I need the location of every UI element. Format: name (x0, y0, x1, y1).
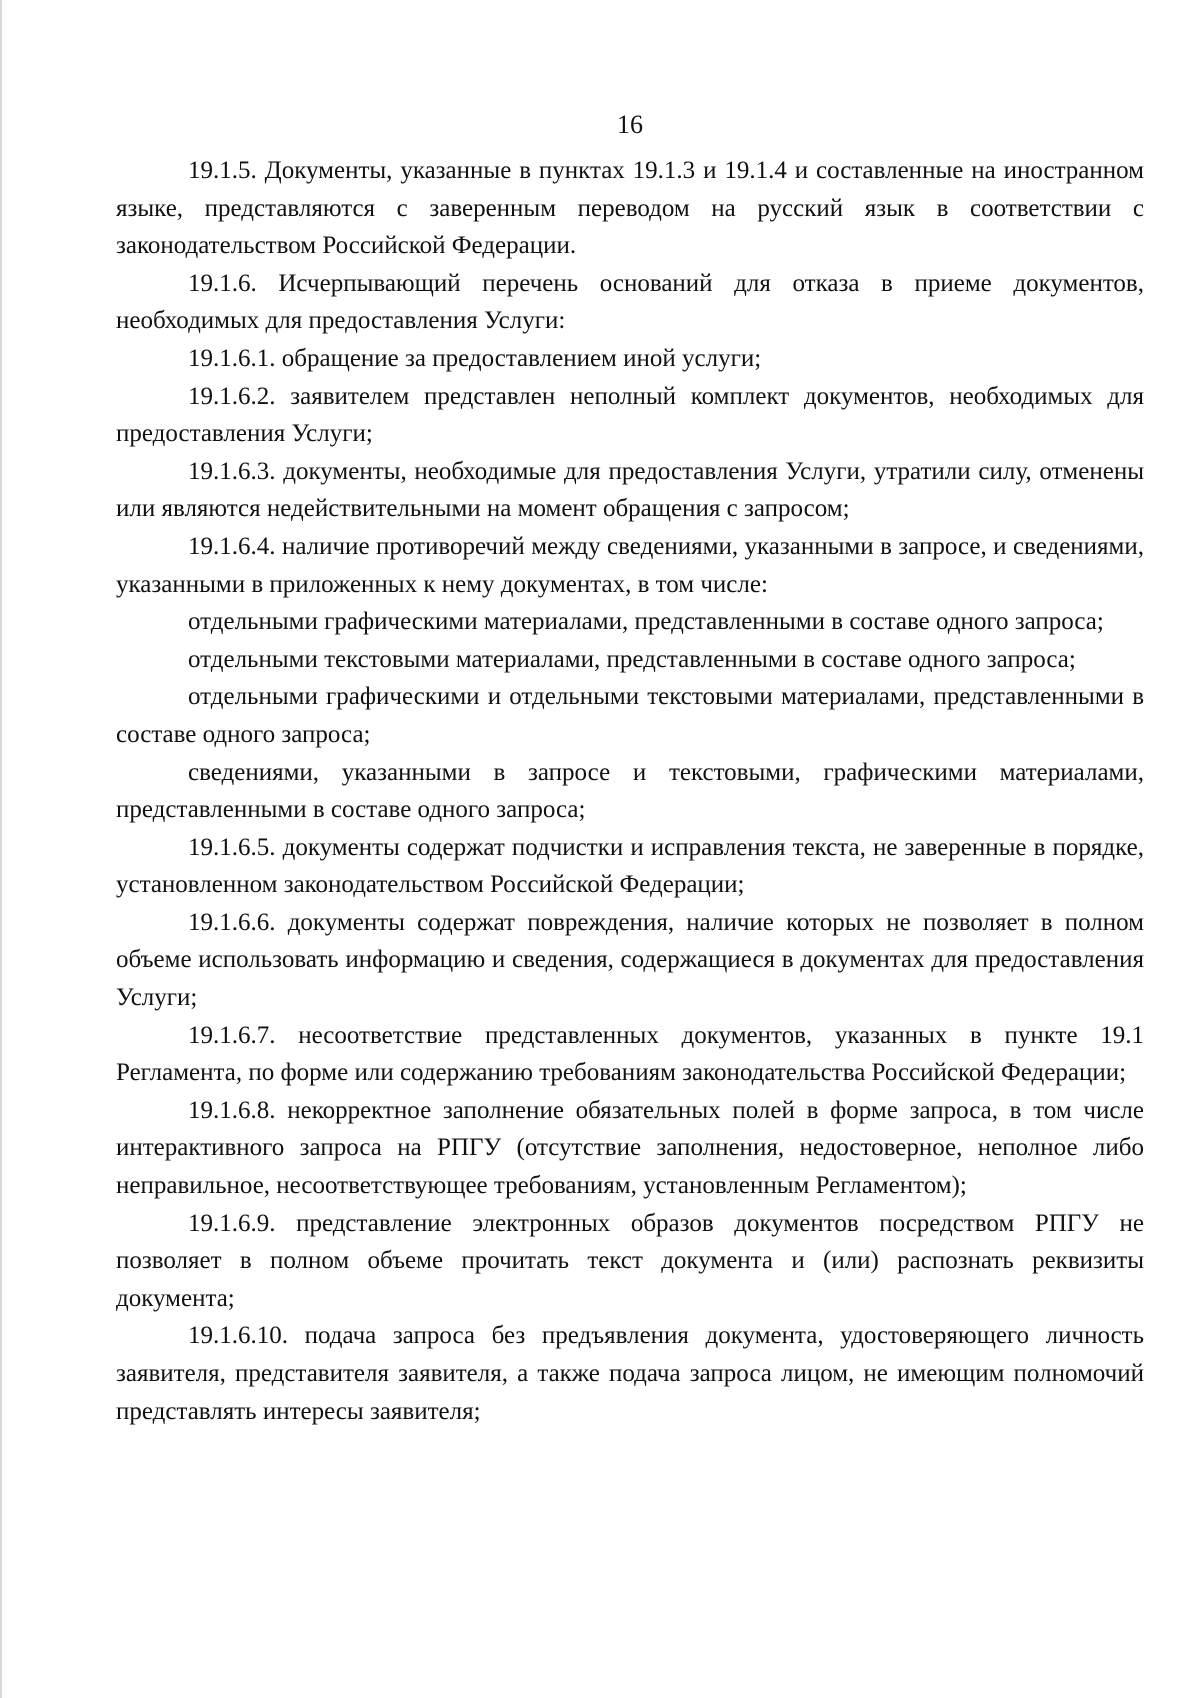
page-edge (0, 0, 2, 1698)
sub-item-request-and-materials: сведениями, указанными в запросе и текстовыми, графическими материалами, представленными в составе одного запроса; (116, 758, 1144, 824)
paragraph-19-1-6-2: 19.1.6.2. заявителем представлен неполный комплект документов, необходимых для предоставления Услуги; (116, 382, 1144, 448)
paragraph-19-1-6-3: 19.1.6.3. документы, необходимые для предоставления Услуги, утратили силу, отменены или являются недействительными на момент обращения с запросом; (116, 457, 1144, 523)
paragraph-19-1-6-6: 19.1.6.6. документы содержат повреждения, наличие которых не позволяет в полном объеме использовать информацию и сведения, содержащиеся в документах для предоставления Услуги; (116, 908, 1144, 1012)
paragraph-19-1-6-7: 19.1.6.7. несоответствие представленных документов, указанных в пункте 19.1 Регламента, по форме или содержанию требованиям законодательства Российской Федерации; (116, 1021, 1144, 1087)
sub-item-graphic-and-text-materials: отдельными графическими и отдельными текстовыми материалами, представленными в составе одного запроса; (116, 683, 1144, 748)
document-body (116, 152, 1144, 1430)
paragraph-19-1-6-1: 19.1.6.1. обращение за предоставлением иной услуги; (188, 344, 762, 372)
paragraph-19-1-6-4: 19.1.6.4. наличие противоречий между сведениями, указанными в запросе, и сведениями, указанными в приложенных к нему документах, в том числе: (116, 532, 1144, 598)
paragraph-19-1-6-10: 19.1.6.10. подача запроса без предъявления документа, удостоверяющего личность заявителя, представителя заявителя, а также подача запроса лицом, не имеющим полномочий представлять интересы заявителя; (116, 1322, 1144, 1425)
paragraph-19-1-6-9: 19.1.6.9. представление электронных образов документов посредством РПГУ не позволяет в полном объеме прочитать текст документа и (или) распознать реквизиты документа; (116, 1209, 1144, 1312)
paragraph-19-1-5: 19.1.5. Документы, указанные в пунктах 19.1.3 и 19.1.4 и составленные на иностранном языке, представляются с заверенным переводом на русский язык в соответствии с законодательством Российской Федерации. (116, 157, 1144, 260)
page-number: 16 (617, 110, 643, 139)
paragraph-19-1-6-8: 19.1.6.8. некорректное заполнение обязательных полей в форме запроса, в том числе интерактивного запроса на РПГУ (отсутствие заполнения, недостоверное, неполное либо неправильное, несоответствующее требованиям, установленным Регламентом); (116, 1096, 1144, 1200)
sub-item-graphic-materials: отдельными графическими материалами, представленными в составе одного запроса; (188, 608, 1104, 636)
sub-item-text-materials: отдельными текстовыми материалами, представленными в составе одного запроса; (188, 645, 1076, 673)
paragraph-19-1-6-5: 19.1.6.5. документы содержат подчистки и исправления текста, не заверенные в порядке, установленном законодательством Российской Федерации; (116, 833, 1144, 899)
paragraph-19-1-6: 19.1.6. Исчерпывающий перечень оснований для отказа в приеме документов, необходимых для предоставления Услуги: (116, 269, 1144, 335)
